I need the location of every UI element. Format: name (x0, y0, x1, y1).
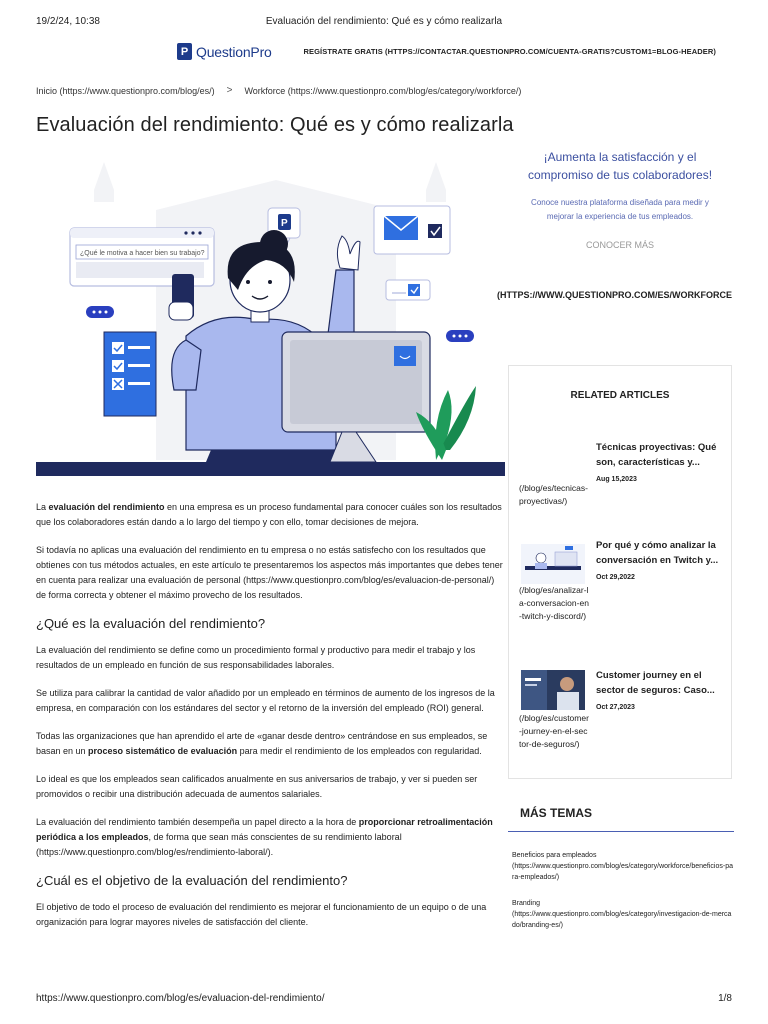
paragraph-7: La evaluación del rendimiento también desempeña un papel directo a la hora de proporcionar retroalimentación periódica a los empleados, de forma que sean más conscientes de su rendimiento laboral (https://www.questionpro.com/blog/es/rendimiento-laboral/). (36, 817, 493, 857)
paragraph-2: Si todavía no aplicas una evaluación del rendimiento en tu empresa o no estás satisfecho con los resultados que obtienes con tus métodos actuales, en este artículo te presentaremos los aspectos más importantes que debes tener en cuenta para realizar una evaluación de personal (https://www.questionpro.com/blog/es/evaluacion-de-personal/) de forma correcta y obtener el máximo provecho de los resultados. (36, 545, 503, 600)
related-item-link[interactable]: (/blog/es/tecnicas-proyectivas/) (519, 483, 588, 506)
related-item-link[interactable]: (/blog/es/customer-journey-en-el-sector-de-seguros/) (519, 713, 589, 749)
site-header (0, 43, 768, 65)
related-title: RELATED ARTICLES (570, 390, 670, 401)
mas-temas-divider (508, 831, 734, 832)
related-articles (508, 365, 732, 779)
logo-text: QuestionPro (196, 43, 272, 60)
floor-line (36, 462, 505, 476)
hero-question-text: ¿Qué le motiva a hacer bien su trabajo? (80, 250, 205, 257)
cta-title: ¡Aumenta la satisfacción y el compromiso de tus colaboradores! (527, 150, 713, 182)
twitch-article-thumbnail-icon (521, 544, 585, 584)
topic-link[interactable]: (https://www.questionpro.com/blog/es/category/investigacion-de-mercado/branding-es/) (512, 911, 732, 929)
envelope-icon (374, 206, 450, 254)
bold-proceso: proceso sistemático de evaluación (88, 746, 238, 756)
bold-retroalimentacion: proporcionar retroalimentación periódica a los empleados (36, 817, 493, 842)
customer-journey-thumbnail-icon (521, 670, 585, 710)
cta-description: Conoce nuestra plataforma diseñada para medir y mejorar la experiencia de tus empleados. (531, 198, 709, 221)
cta-more-button[interactable]: CONOCER MÁS (585, 240, 654, 250)
paragraph-4: Se utiliza para calibrar la cantidad de valor añadido por un empleado en términos de aumento de los ingresos de la empresa, en comparación con los estándares del sector y el retorno de la inversión del empleado (ROI) general. (36, 688, 495, 713)
checklist-icon (104, 332, 156, 416)
topic-item[interactable] (512, 898, 734, 931)
print-header (36, 16, 732, 30)
heading-objetivo: ¿Cuál es el objetivo de la evaluación del rendimiento? (36, 873, 348, 888)
print-title: Evaluación del rendimiento: Qué es y cómo realizarla (265, 16, 503, 27)
hero-illustration (36, 150, 505, 476)
breadcrumb (36, 85, 521, 96)
breadcrumb-home[interactable]: Inicio (https://www.questionpro.com/blog/es/) (36, 85, 215, 96)
page-title: Evaluación del rendimiento: Qué es y cómo realizarla (36, 114, 514, 136)
questionpro-logo-icon: P (177, 43, 192, 60)
bold-evaluacion: evaluación del rendimiento (48, 502, 165, 512)
paragraph-5: Todas las organizaciones que han aprendido el arte de «ganar desde dentro» centrándose en sus empleados, se basan en un proceso sistemático de evaluación para medir el rendimiento de los empleados con regularidad. (36, 731, 488, 756)
related-item-title[interactable]: Técnicas proyectivas: Qué son, características y... (596, 442, 717, 468)
paragraph-6: Lo ideal es que los empleados sean calificados anualmente en sus aniversarios de trabajo, y ver si pueden ser promovidos o recibir una distribución adecuada de aumentos salariales. (36, 774, 478, 799)
article-body (36, 500, 506, 943)
related-item-date: Oct 27,2023 (596, 704, 635, 711)
related-item-title[interactable]: Por qué y cómo analizar la conversación en Twitch y... (596, 540, 719, 566)
topic-name[interactable]: Beneficios para empleados (512, 852, 597, 859)
mas-temas-title: MÁS TEMAS (520, 806, 592, 820)
related-item-date: Oct 29,2022 (596, 574, 635, 581)
page-number: 1/8 (718, 993, 732, 1004)
topic-link[interactable]: (https://www.questionpro.com/blog/es/category/workforce/beneficios-para-empleados/) (512, 863, 733, 881)
paragraph-3: La evaluación del rendimiento se define como un procedimiento formal y productivo para medir el trabajo y los resultados de un empleado en función de sus responsabilidades laborales. (36, 645, 476, 670)
topic-item[interactable] (512, 850, 734, 883)
paragraph-intro: La evaluación del rendimiento en una empresa es un proceso fundamental para conocer cuáles son los resultados que los colaboradores están dando a lo largo del tiempo y con ello, tomar decisiones de mejora. (36, 502, 502, 527)
heading-que-es: ¿Qué es la evaluación del rendimiento? (36, 616, 266, 631)
site-logo[interactable] (177, 43, 272, 60)
print-datetime: 19/2/24, 10:38 (36, 16, 100, 27)
paragraph-8: El objetivo de todo el proceso de evaluación del rendimiento es mejorar el funcionamiento de un equipo o de una organización para lograr mayores niveles de satisfacción del cliente. (36, 902, 487, 927)
cta-link[interactable]: (HTTPS://WWW.QUESTIONPRO.COM/ES/WORKFORCE (497, 290, 732, 300)
topic-name[interactable]: Branding (512, 900, 541, 907)
hero-logo-mark: P (281, 218, 288, 229)
breadcrumb-category[interactable]: Workforce (https://www.questionpro.com/blog/es/category/workforce/) (244, 85, 522, 96)
related-item-link[interactable]: (/blog/es/analizar-la-conversacion-en-twitch-y-discord/) (519, 585, 589, 621)
cta-box (520, 148, 720, 250)
related-item-date: Aug 15,2023 (596, 476, 637, 483)
related-item-title[interactable]: Customer journey en el sector de seguros: Caso... (596, 670, 715, 696)
chevron-right-icon: > (226, 85, 233, 96)
print-footer-url: https://www.questionpro.com/blog/es/evaluacion-del-rendimiento/ (36, 993, 325, 1004)
checkbox-card-icon (386, 280, 430, 300)
signup-link[interactable]: REGÍSTRATE GRATIS (HTTPS://CONTACTAR.QUESTIONPRO.COM/CUENTA-GRATIS?CUSTOM1=BLOG-HEADER) (303, 47, 716, 56)
